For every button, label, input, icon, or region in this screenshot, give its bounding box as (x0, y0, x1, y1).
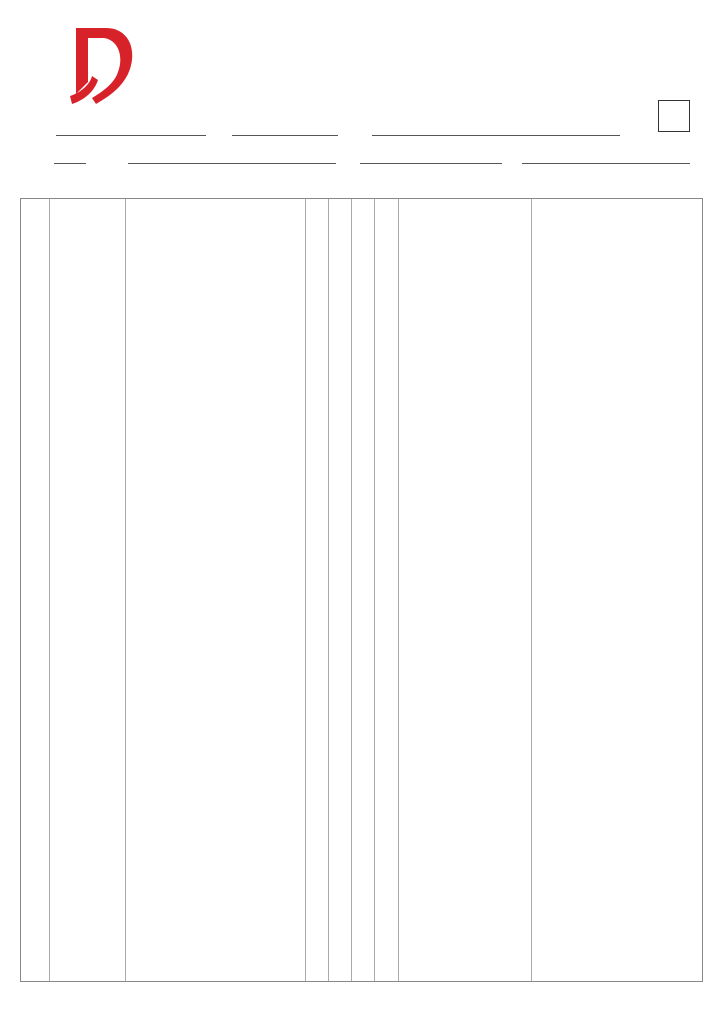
score-table (20, 198, 703, 982)
sedzia-field[interactable] (372, 135, 620, 136)
col-header-ocena (374, 199, 398, 256)
col-header-wskazowki (398, 199, 531, 256)
nr-zaw-field[interactable] (54, 163, 86, 164)
col-header-korekta (328, 199, 351, 256)
column-divider (328, 199, 329, 981)
col-header-mnoznik (351, 199, 374, 256)
col-header-lp (21, 199, 49, 256)
kon-field[interactable] (522, 163, 690, 164)
column-divider (305, 199, 306, 981)
column-divider (374, 199, 375, 981)
column-divider (398, 199, 399, 981)
pzj-logo (62, 22, 140, 114)
form-line-2 (20, 151, 690, 165)
col-header-uwagi (531, 199, 704, 256)
zawody-field[interactable] (56, 135, 206, 136)
form-line-1 (20, 123, 690, 137)
data-field[interactable] (232, 135, 338, 136)
klub-field[interactable] (360, 163, 502, 164)
zawodnik-field[interactable] (128, 163, 336, 164)
col-header-punkty (305, 199, 328, 256)
column-divider (125, 199, 126, 981)
col-header-program (125, 199, 305, 256)
column-divider (351, 199, 352, 981)
column-divider (49, 199, 50, 981)
column-divider (531, 199, 532, 981)
